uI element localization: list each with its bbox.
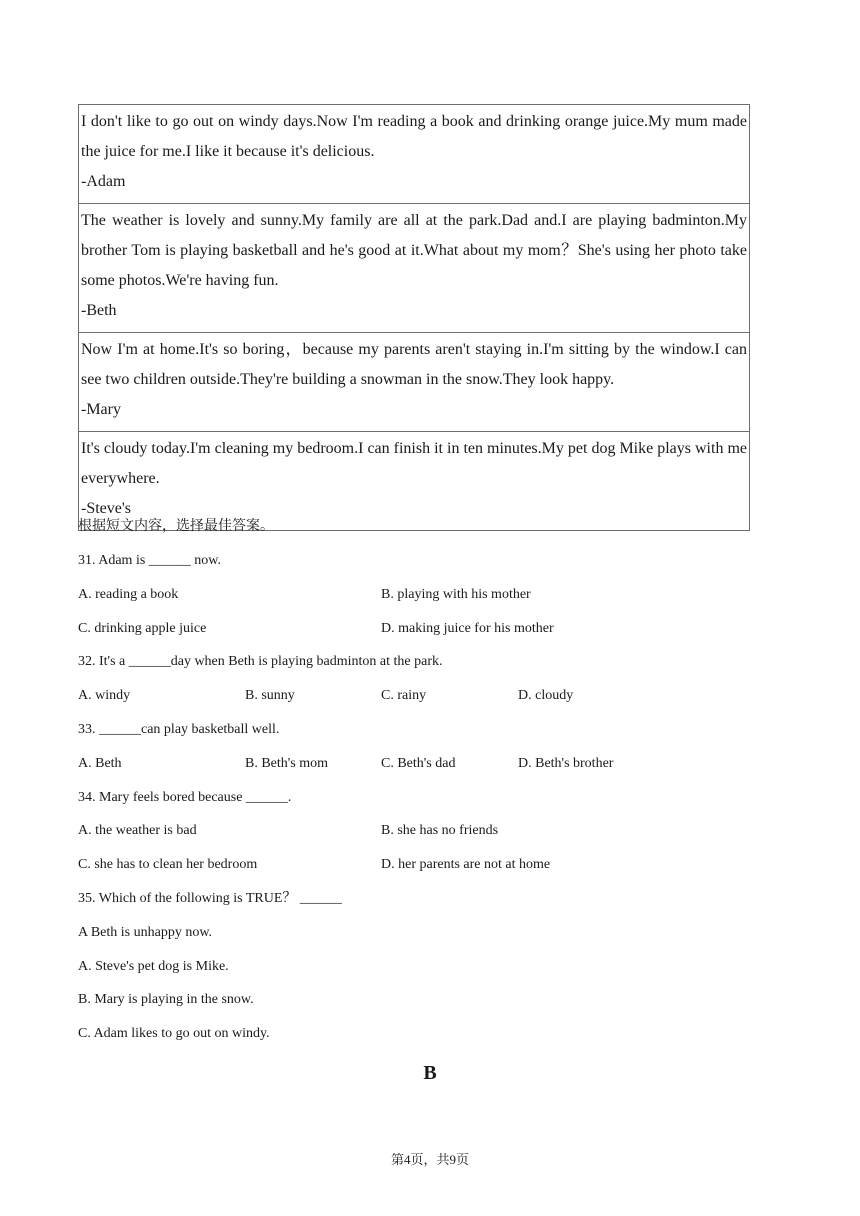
passage-row [79,432,750,531]
passage-text: I don't like to go out on windy days.Now I'm reading a book and drinking orange juice.My mum made the juice for me.I like it because it's delicious. [81,113,747,160]
question-35-option-3: B. Mary is playing in the snow. [78,992,254,1007]
passage-text: The weather is lovely and sunny.My family are all at the park.Dad and.I are playing badminton.My brother Tom is playing basketball and he's good at it.What about my mom？She's using her photo take some photos.We're having fun. [81,212,747,289]
question-35-option-4: C. Adam likes to go out on windy. [78,1026,270,1041]
question-33-stem: 33. ______can play basketball well. [78,722,280,737]
question-34-option-d: D. her parents are not at home [381,857,551,872]
passage-cell [79,204,750,333]
passage-signature: -Beth [81,302,117,319]
passages-table [78,104,750,531]
passage-row [79,105,750,204]
passage-row [79,333,750,432]
question-33-option-b: B. Beth's mom [245,756,329,771]
passage-cell [79,432,750,531]
page-footer: 第4页，共9页 [390,1152,469,1167]
question-31-option-c: C. drinking apple juice [78,621,207,636]
question-33-option-a: A. Beth [78,756,122,771]
question-32-option-a: A. windy [78,688,131,703]
passage-signature: -Adam [81,173,126,190]
question-31-option-d: D. making juice for his mother [381,621,554,636]
question-32-option-d: D. cloudy [518,688,574,703]
passage-text: It's cloudy today.I'm cleaning my bedroom.I can finish it in ten minutes.My pet dog Mike plays with me everywhere. [81,440,747,487]
question-35-stem: 35. Which of the following is TRUE？ ______ [78,891,342,906]
passage-signature: -Mary [81,401,121,418]
question-34-option-b: B. she has no friends [381,823,499,838]
passage-cell [79,105,750,204]
passage-signature: -Steve's [81,500,131,517]
question-32-stem: 32. It's a ______day when Beth is playing badminton at the park. [78,654,443,669]
instruction: 根据短文内容，选择最佳答案。 [78,519,274,534]
passage-text: Now I'm at home.It's so boring，because my parents aren't staying in.I'm sitting by the window.I can see two children outside.They're building a snowman in the snow.They look happy. [81,341,747,388]
question-34-option-c: C. she has to clean her bedroom [78,857,258,872]
passage-cell [79,333,750,432]
question-34-option-a: A. the weather is bad [78,823,197,838]
question-33-option-c: C. Beth's dad [381,756,456,771]
question-35-option-2: A. Steve's pet dog is Mike. [78,959,229,974]
question-32-option-c: C. rainy [381,688,427,703]
question-31-option-b: B. playing with his mother [381,587,531,602]
question-34-stem: 34. Mary feels bored because ______. [78,790,292,805]
question-31-option-a: A. reading a book [78,587,179,602]
question-31-stem: 31. Adam is ______ now. [78,553,221,568]
question-32-option-b: B. sunny [245,688,295,703]
section-heading: B [423,1062,437,1084]
question-33-option-d: D. Beth's brother [518,756,614,771]
question-35-option-1: A Beth is unhappy now. [78,925,213,940]
passage-row [79,204,750,333]
